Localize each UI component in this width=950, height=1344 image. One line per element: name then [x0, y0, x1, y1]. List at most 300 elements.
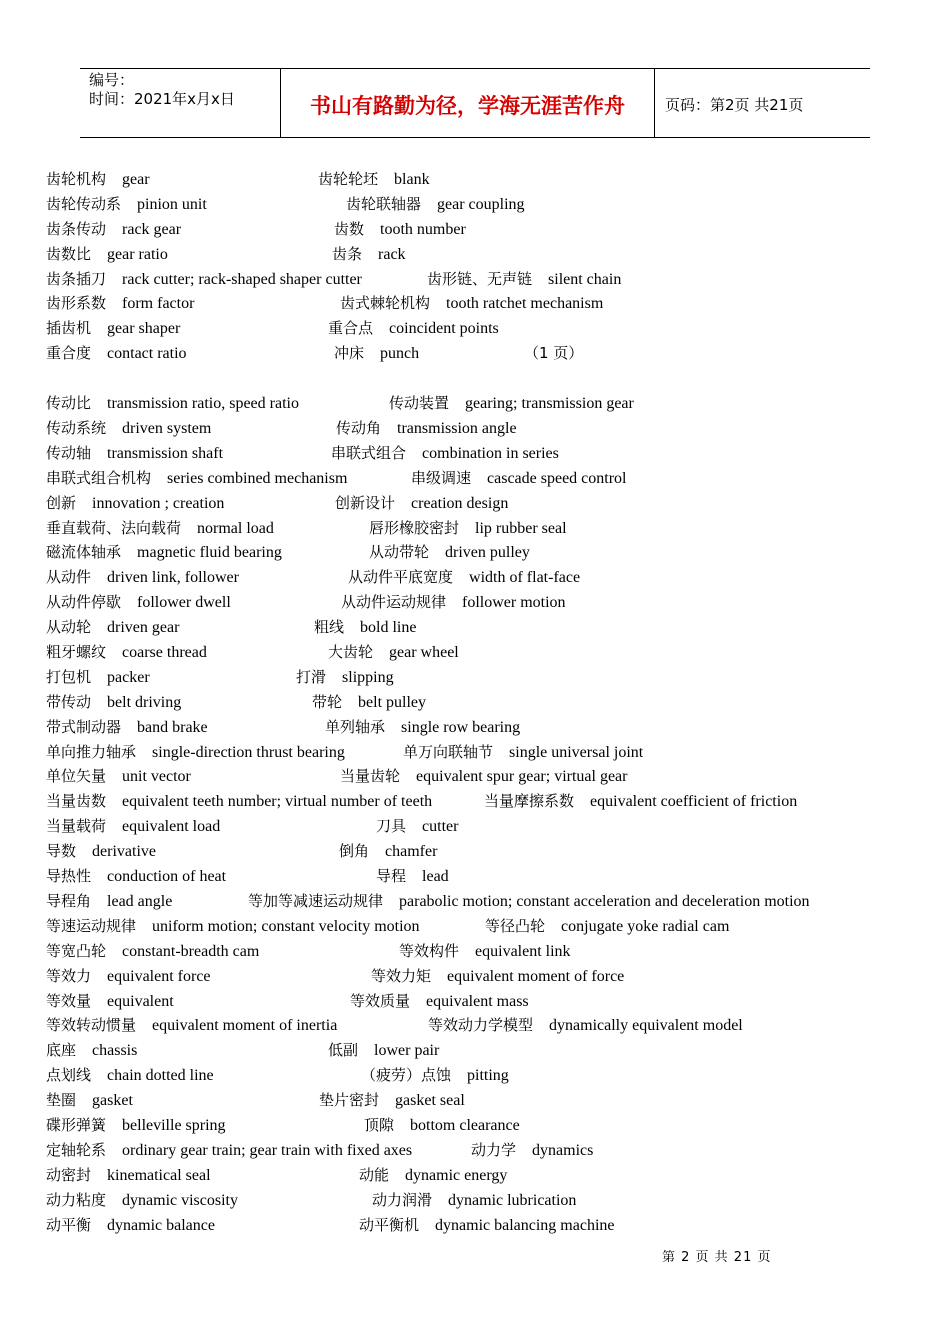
term-right	[427, 268, 621, 289]
term-left	[46, 765, 191, 786]
glossary-row	[46, 1064, 926, 1089]
term-right	[376, 865, 449, 886]
term-right	[334, 218, 466, 239]
term-chinese: 插齿机	[46, 319, 92, 338]
term-chinese: 单万向联轴节	[403, 742, 494, 761]
term-english: parabolic motion; constant acceleration and deceleration motion	[399, 892, 810, 910]
term-english: equivalent moment of inertia	[152, 1017, 338, 1035]
glossary-row	[46, 1089, 926, 1114]
term-english: innovation ; creation	[92, 494, 225, 512]
glossary-row	[46, 990, 926, 1015]
term-chinese: 冲床	[334, 344, 365, 363]
term-english: bold line	[360, 619, 417, 637]
term-right	[485, 915, 729, 936]
term-chinese: 齿数比	[46, 244, 92, 263]
term-english: conduction of heat	[107, 868, 227, 886]
term-chinese: 动密封	[46, 1165, 92, 1184]
term-english: gasket seal	[395, 1092, 465, 1110]
term-english: gear	[122, 171, 150, 188]
term-english: gasket	[92, 1092, 133, 1110]
term-chinese: 当量齿数	[46, 792, 107, 811]
term-english: tooth number	[380, 220, 466, 238]
glossary-row	[46, 890, 926, 915]
term-english: dynamic lubrication	[448, 1191, 577, 1209]
term-chinese: 传动轴	[46, 443, 92, 462]
term-english: dynamic viscosity	[122, 1191, 238, 1209]
glossary-row	[46, 193, 926, 218]
glossary-row	[46, 641, 926, 666]
term-right	[371, 965, 624, 986]
term-chinese: 动能	[359, 1165, 390, 1184]
term-left	[46, 292, 194, 313]
term-english: band brake	[137, 718, 208, 736]
term-right	[248, 890, 810, 911]
page-header	[80, 68, 870, 138]
term-english: single universal joint	[509, 743, 644, 761]
term-chinese: 齿形链、无声链	[427, 269, 533, 288]
term-chinese: 齿轮联轴器	[346, 194, 422, 213]
glossary-row	[46, 691, 926, 716]
glossary-row	[46, 243, 926, 268]
term-right	[350, 990, 529, 1011]
glossary-row	[46, 765, 926, 790]
term-english: transmission shaft	[107, 444, 224, 462]
term-left	[46, 691, 181, 712]
glossary-row	[46, 541, 926, 566]
term-chinese: 当量载荷	[46, 817, 107, 836]
term-chinese: 等效转动惯量	[46, 1016, 137, 1035]
term-right	[369, 541, 530, 562]
term-chinese: 唇形橡胶密封	[369, 518, 460, 537]
glossary-row	[46, 1014, 926, 1039]
term-right	[328, 317, 499, 338]
term-right	[318, 168, 430, 189]
term-chinese: 打包机	[46, 667, 92, 686]
term-right	[364, 1114, 520, 1135]
term-right	[359, 1164, 507, 1185]
term-english: coarse thread	[122, 644, 207, 662]
term-chinese: 从动件运动规律	[341, 593, 447, 612]
glossary-row	[46, 292, 926, 317]
term-chinese: 刀具	[376, 817, 407, 836]
term-english: equivalent link	[475, 942, 571, 960]
term-chinese: 串联式组合	[331, 443, 407, 462]
term-english: series combined mechanism	[167, 469, 348, 487]
term-english: equivalent mass	[426, 992, 529, 1010]
term-left	[46, 193, 207, 214]
glossary-row	[46, 1114, 926, 1139]
glossary-row	[46, 442, 926, 467]
term-chinese: 重合点	[328, 319, 374, 338]
term-left	[46, 790, 432, 811]
term-right	[403, 741, 643, 762]
term-chinese: 粗线	[314, 618, 345, 637]
term-chinese: 单位矢量	[46, 767, 107, 786]
term-chinese: 等径凸轮	[485, 916, 546, 935]
glossary	[46, 168, 926, 1238]
term-chinese: 传动角	[336, 419, 382, 438]
term-right	[471, 1139, 593, 1160]
term-english: magnetic fluid bearing	[137, 544, 282, 562]
term-english: lower pair	[374, 1042, 440, 1060]
term-chinese: 磁流体轴承	[46, 543, 122, 562]
term-left	[46, 1089, 133, 1110]
term-left	[46, 716, 208, 737]
term-chinese: 从动轮	[46, 618, 92, 637]
page-footer: 第 2 页 共 21 页	[662, 1250, 772, 1265]
term-left	[46, 492, 224, 513]
term-chinese: 齿条	[332, 244, 363, 263]
term-english: gear coupling	[437, 195, 525, 213]
glossary-row	[46, 342, 926, 367]
term-english: follower dwell	[137, 594, 231, 612]
term-left	[46, 1114, 226, 1135]
glossary-row	[46, 566, 926, 591]
glossary-row	[46, 965, 926, 990]
header-page-label: 页码：第2页 共21页	[665, 95, 804, 114]
term-chinese: 垫圈	[46, 1091, 77, 1110]
term-english: tooth ratchet mechanism	[446, 295, 604, 313]
glossary-row	[46, 1164, 926, 1189]
term-chinese: 齿轮机构	[46, 170, 107, 188]
term-right	[399, 940, 571, 961]
term-chinese: 当量摩擦系数	[484, 792, 575, 811]
term-right	[369, 517, 567, 538]
term-english: single row bearing	[401, 718, 521, 736]
block-spacer	[46, 367, 926, 392]
term-english: equivalent teeth number; virtual number of teeth	[122, 793, 433, 811]
term-chinese: 导程角	[46, 891, 92, 910]
term-left	[46, 1189, 238, 1210]
term-right	[389, 392, 634, 413]
term-english: pitting	[467, 1067, 509, 1085]
term-left	[46, 965, 211, 986]
term-chinese: 齿形系数	[46, 294, 107, 313]
term-english: transmission angle	[397, 420, 517, 438]
term-english: silent chain	[548, 270, 622, 288]
term-chinese: 等速运动规律	[46, 916, 137, 935]
term-chinese: 齿式棘轮机构	[340, 294, 431, 313]
term-english: gear wheel	[389, 644, 459, 662]
term-left	[46, 1214, 215, 1235]
term-right	[314, 616, 416, 637]
term-english: rack cutter; rack-shaped shaper cutter	[122, 270, 362, 288]
glossary-row	[46, 317, 926, 342]
term-chinese: 动力粘度	[46, 1190, 107, 1209]
term-right	[428, 1014, 743, 1035]
term-left	[46, 1064, 214, 1085]
glossary-block-1	[46, 168, 926, 367]
term-english: driven link, follower	[107, 569, 239, 587]
term-chinese: 传动比	[46, 394, 92, 413]
term-chinese: 传动装置	[389, 394, 450, 413]
term-english: driven gear	[107, 619, 180, 637]
term-english: chamfer	[385, 843, 438, 861]
term-english: rack	[378, 245, 406, 263]
term-english: contact ratio	[107, 345, 187, 363]
term-chinese: 创新	[46, 493, 77, 512]
term-english: belt pulley	[358, 693, 426, 711]
term-right	[348, 566, 580, 587]
term-english: unit vector	[122, 768, 191, 786]
term-english: form factor	[122, 295, 195, 313]
term-english: constant-breadth cam	[122, 942, 260, 960]
glossary-row	[46, 1039, 926, 1064]
glossary-row	[46, 790, 926, 815]
term-chinese: 导热性	[46, 867, 92, 886]
term-chinese: 底座	[46, 1041, 77, 1060]
term-left	[46, 915, 420, 936]
term-left	[46, 1139, 412, 1160]
glossary-row	[46, 218, 926, 243]
term-english: equivalent coefficient of friction	[590, 793, 798, 811]
term-left	[46, 591, 231, 612]
term-english: single-direction thrust bearing	[152, 743, 345, 761]
term-left	[46, 815, 220, 836]
term-english: slipping	[342, 668, 394, 686]
term-left	[46, 940, 259, 961]
term-right	[411, 467, 627, 488]
term-chinese: 从动件	[46, 568, 92, 587]
term-right	[340, 292, 603, 313]
term-english: transmission ratio, speed ratio	[107, 395, 299, 413]
term-chinese: 从动件平底宽度	[348, 568, 454, 587]
term-right	[328, 1039, 439, 1060]
term-right	[340, 765, 627, 786]
glossary-row	[46, 666, 926, 691]
term-chinese: 等效构件	[399, 941, 460, 960]
term-chinese: 串联式组合机构	[46, 468, 152, 487]
term-left	[46, 268, 362, 289]
term-left	[46, 168, 150, 189]
term-english: normal load	[197, 519, 274, 537]
term-english: dynamics	[532, 1141, 594, 1159]
glossary-row	[46, 915, 926, 940]
term-chinese: 等效量	[46, 991, 92, 1010]
term-left	[46, 342, 187, 363]
term-left	[46, 1039, 137, 1060]
term-chinese: 垂直载荷、法向载荷	[46, 518, 182, 537]
number-label: 编号：	[89, 71, 135, 89]
term-english: equivalent	[107, 992, 174, 1010]
term-chinese: 等效力矩	[371, 966, 432, 985]
glossary-row	[46, 467, 926, 492]
term-right	[325, 716, 520, 737]
term-right	[331, 442, 559, 463]
term-chinese: 动平衡机	[359, 1215, 420, 1234]
term-english: combination in series	[422, 444, 559, 462]
term-right	[319, 1089, 465, 1110]
term-english: dynamic balance	[107, 1216, 215, 1234]
term-left	[46, 865, 226, 886]
term-chinese: 从动带轮	[369, 543, 430, 562]
term-chinese: 传动系统	[46, 419, 107, 438]
term-left	[46, 417, 211, 438]
glossary-row	[46, 517, 926, 542]
term-chinese: 带式制动器	[46, 717, 122, 736]
term-english: cascade speed control	[487, 469, 627, 487]
term-english: chassis	[92, 1042, 138, 1060]
term-chinese: 齿条插刀	[46, 269, 107, 288]
term-right	[339, 840, 437, 861]
term-english: blank	[394, 171, 430, 188]
term-chinese: 重合度	[46, 344, 92, 363]
glossary-row	[46, 815, 926, 840]
glossary-row	[46, 492, 926, 517]
term-english: pinion unit	[137, 195, 207, 213]
term-english: dynamic balancing machine	[435, 1216, 615, 1234]
term-english: equivalent force	[107, 967, 211, 985]
term-english: equivalent load	[122, 818, 221, 836]
header-info	[80, 69, 281, 137]
term-chinese: 导数	[46, 842, 77, 861]
term-right	[328, 641, 459, 662]
term-english: packer	[107, 668, 150, 686]
term-chinese: 动平衡	[46, 1215, 92, 1234]
term-chinese: 低副	[328, 1041, 359, 1060]
term-right	[376, 815, 458, 836]
term-english: dynamic energy	[405, 1166, 508, 1184]
term-chinese: （疲劳）点蚀	[361, 1066, 452, 1085]
term-chinese: 动力学	[471, 1140, 517, 1159]
term-left	[46, 1014, 337, 1035]
glossary-row	[46, 268, 926, 293]
term-chinese: 定轴轮系	[46, 1140, 107, 1159]
term-chinese: 带轮	[312, 692, 343, 711]
term-chinese: 点划线	[46, 1066, 92, 1085]
term-english: width of flat-face	[469, 569, 581, 587]
term-chinese: 动力润滑	[372, 1190, 433, 1209]
term-right	[484, 790, 797, 811]
term-left	[46, 990, 174, 1011]
term-left	[46, 392, 299, 413]
glossary-row	[46, 417, 926, 442]
glossary-block-2	[46, 392, 926, 1238]
term-left	[46, 741, 345, 762]
term-left	[46, 541, 282, 562]
term-chinese: 等宽凸轮	[46, 941, 107, 960]
term-chinese: 单向推力轴承	[46, 742, 137, 761]
term-english: belleville spring	[122, 1116, 226, 1134]
term-left	[46, 641, 207, 662]
term-right	[336, 417, 517, 438]
term-english: lead	[422, 868, 449, 886]
term-chinese: 顶隙	[364, 1115, 395, 1134]
glossary-row	[46, 1139, 926, 1164]
term-right	[334, 342, 419, 363]
term-english: gear ratio	[107, 245, 168, 263]
glossary-row	[46, 168, 926, 193]
glossary-row	[46, 591, 926, 616]
term-english: lip rubber seal	[475, 519, 567, 537]
term-english: bottom clearance	[410, 1116, 520, 1134]
term-english: equivalent moment of force	[447, 967, 625, 985]
term-chinese: 串级调速	[411, 468, 472, 487]
term-chinese: 倒角	[339, 842, 370, 861]
term-chinese: 等效力	[46, 966, 92, 985]
glossary-row	[46, 840, 926, 865]
term-left	[46, 218, 181, 239]
term-right	[296, 666, 394, 687]
term-chinese: 等效质量	[350, 991, 411, 1010]
glossary-row	[46, 1189, 926, 1214]
term-left	[46, 890, 172, 911]
term-english: gearing; transmission gear	[465, 395, 634, 413]
term-chinese: 齿轮轮坯	[318, 170, 379, 188]
term-left	[46, 317, 180, 338]
term-left	[46, 666, 150, 687]
term-english: uniform motion; constant velocity motion	[152, 917, 420, 935]
term-chinese: 垫片密封	[319, 1091, 380, 1110]
glossary-row	[46, 940, 926, 965]
term-chinese: 粗牙螺纹	[46, 643, 107, 662]
term-chinese: 齿条传动	[46, 219, 107, 238]
glossary-row	[46, 616, 926, 641]
term-english: derivative	[92, 843, 156, 861]
term-english: punch	[380, 345, 420, 363]
term-left	[46, 616, 179, 637]
term-english: gear shaper	[107, 320, 181, 338]
glossary-row	[46, 392, 926, 417]
term-left	[46, 566, 239, 587]
term-right	[346, 193, 525, 214]
term-left	[46, 467, 347, 488]
term-left	[46, 840, 156, 861]
term-left	[46, 517, 274, 538]
page-note: （1 页）	[524, 344, 584, 363]
term-left	[46, 442, 223, 463]
header-motto: 书山有路勤为径，学海无涯苦作舟	[281, 69, 655, 137]
term-english: rack gear	[122, 220, 182, 238]
term-chinese: 齿数	[334, 219, 365, 238]
term-english: kinematical seal	[107, 1166, 211, 1184]
term-english: ordinary gear train; gear train with fixed axes	[122, 1141, 413, 1159]
term-chinese: 当量齿轮	[340, 767, 401, 786]
glossary-row	[46, 865, 926, 890]
term-chinese: 等效动力学模型	[428, 1016, 534, 1035]
term-english: conjugate yoke radial cam	[561, 917, 730, 935]
term-english: dynamically equivalent model	[549, 1017, 743, 1035]
term-chinese: 导程	[376, 867, 407, 886]
glossary-row	[46, 1214, 926, 1239]
term-left	[46, 243, 168, 264]
term-right	[341, 591, 566, 612]
glossary-row	[46, 741, 926, 766]
term-chinese: 单列轴承	[325, 717, 386, 736]
term-chinese: 带传动	[46, 692, 92, 711]
term-right	[359, 1214, 615, 1235]
term-chinese: 打滑	[296, 667, 327, 686]
term-english: follower motion	[462, 594, 566, 612]
term-chinese: 等加等减速运动规律	[248, 891, 384, 910]
term-right	[335, 492, 508, 513]
term-english: lead angle	[107, 892, 173, 910]
term-left	[46, 1164, 211, 1185]
term-english: belt driving	[107, 693, 182, 711]
term-right	[361, 1064, 509, 1085]
time-label: 时间：2021年x月x日	[89, 90, 235, 108]
term-english: driven pulley	[445, 544, 530, 562]
glossary-row	[46, 716, 926, 741]
term-english: cutter	[422, 818, 459, 836]
term-chinese: 创新设计	[335, 493, 396, 512]
term-right	[332, 243, 406, 264]
term-right	[312, 691, 426, 712]
term-right	[372, 1189, 576, 1210]
term-english: equivalent spur gear; virtual gear	[416, 768, 628, 786]
term-chinese: 从动件停歇	[46, 593, 122, 612]
term-english: driven system	[122, 420, 212, 438]
